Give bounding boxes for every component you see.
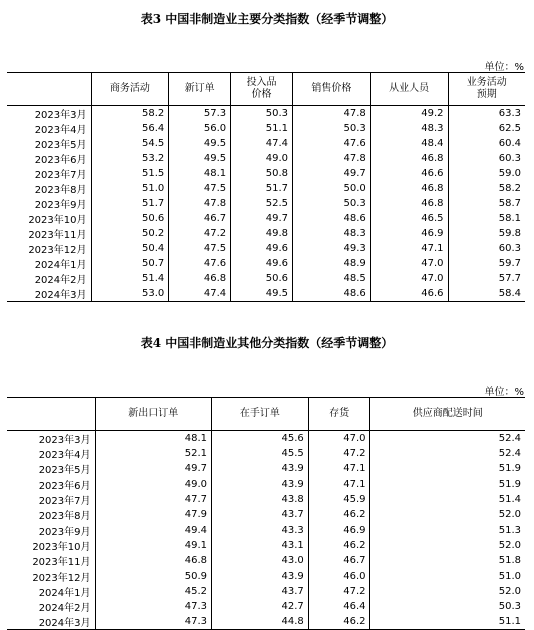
table-cell: 47.4 <box>169 286 231 302</box>
table-row <box>7 584 525 599</box>
table-cell: 49.0 <box>95 477 212 492</box>
row-label: 2023年4月 <box>38 450 91 462</box>
table-cell: 47.3 <box>95 599 212 614</box>
table-row <box>7 136 525 151</box>
table-cell: 47.1 <box>370 241 448 256</box>
table-cell: 47.8 <box>169 196 231 211</box>
table-cell: 56.0 <box>169 121 231 136</box>
table-cell: 46.0 <box>308 568 370 583</box>
table-cell: 60.3 <box>448 241 525 256</box>
table-cell: 43.9 <box>212 461 309 476</box>
table-cell: 51.9 <box>370 461 525 476</box>
row-label: 2023年3月 <box>38 435 91 446</box>
row-label: 2024年2月 <box>38 603 91 615</box>
table-cell: 51.7 <box>231 181 293 196</box>
table-row <box>7 211 525 226</box>
table-cell: 48.4 <box>370 136 448 151</box>
table-cell: 58.1 <box>448 211 525 226</box>
row-label: 2023年11月 <box>32 557 91 569</box>
table3-header-2: 新订单 <box>169 73 231 106</box>
row-label: 2023年7月 <box>34 170 87 181</box>
table3-body <box>7 106 525 302</box>
table-cell: 59.8 <box>448 226 525 241</box>
table-row <box>7 599 525 614</box>
table-cell: 48.6 <box>293 211 371 226</box>
table-cell: 47.5 <box>169 181 231 196</box>
table-cell: 46.4 <box>308 599 370 614</box>
table-cell: 49.5 <box>169 151 231 166</box>
table-cell: 49.7 <box>293 166 371 181</box>
table-cell: 46.7 <box>169 211 231 226</box>
table-cell: 50.3 <box>293 196 371 211</box>
table-cell: 46.8 <box>370 196 448 211</box>
table-cell: 48.9 <box>293 256 371 271</box>
table-cell: 47.6 <box>169 256 231 271</box>
table-cell: 47.1 <box>308 461 370 476</box>
table-cell: 47.0 <box>370 256 448 271</box>
table-cell: 51.1 <box>370 614 525 630</box>
table3 <box>7 72 525 302</box>
table-row <box>7 241 525 256</box>
row-label: 2023年8月 <box>38 511 91 523</box>
row-label: 2024年1月 <box>34 260 87 271</box>
table-cell: 47.5 <box>169 241 231 256</box>
table-cell: 53.2 <box>91 151 169 166</box>
table-row <box>7 522 525 537</box>
table-cell: 57.3 <box>169 106 231 122</box>
table-cell: 52.0 <box>370 507 525 522</box>
table4-header-4: 供应商配送时间 <box>370 398 525 431</box>
table-cell: 49.2 <box>370 106 448 122</box>
table-row <box>7 492 525 507</box>
table-row <box>7 553 525 568</box>
row-label: 2023年8月 <box>34 185 87 196</box>
table-cell: 57.7 <box>448 271 525 286</box>
table-cell: 49.5 <box>231 286 293 302</box>
table-row <box>7 477 525 492</box>
table-cell: 60.3 <box>448 151 525 166</box>
row-label: 2023年12月 <box>28 245 87 256</box>
table-cell: 46.8 <box>370 151 448 166</box>
table-row <box>7 286 525 302</box>
table-cell: 49.7 <box>231 211 293 226</box>
table-cell: 62.5 <box>448 121 525 136</box>
table3-header-3: 投入品 价格 <box>231 73 293 106</box>
table-cell: 46.8 <box>370 181 448 196</box>
table3-title: 表3 中国非制造业主要分类指数（经季节调整） <box>140 12 394 26</box>
table-cell: 49.8 <box>231 226 293 241</box>
table-cell: 43.8 <box>212 492 309 507</box>
table-cell: 51.8 <box>370 553 525 568</box>
table-cell: 49.7 <box>95 461 212 476</box>
table-cell: 45.5 <box>212 446 309 461</box>
table-cell: 50.6 <box>231 271 293 286</box>
row-label: 2023年5月 <box>38 465 91 477</box>
table4 <box>7 397 525 630</box>
table-cell: 51.4 <box>370 492 525 507</box>
table-cell: 47.2 <box>169 226 231 241</box>
row-label: 2023年6月 <box>38 480 91 492</box>
row-label: 2023年6月 <box>34 155 87 166</box>
table-cell: 47.7 <box>95 492 212 507</box>
table-cell: 45.2 <box>95 584 212 599</box>
table-cell: 47.2 <box>308 584 370 599</box>
table-row <box>7 614 525 630</box>
table-cell: 63.3 <box>448 106 525 122</box>
table-cell: 51.5 <box>91 166 169 181</box>
table-cell: 47.1 <box>308 477 370 492</box>
table-cell: 43.9 <box>212 568 309 583</box>
row-label: 2023年4月 <box>34 125 87 136</box>
table-row <box>7 196 525 211</box>
table-cell: 46.8 <box>95 553 212 568</box>
table-cell: 43.3 <box>212 522 309 537</box>
row-label: 2023年5月 <box>34 140 87 151</box>
table-cell: 47.0 <box>308 431 370 447</box>
table3-header-4: 销售价格 <box>293 73 371 106</box>
table-cell: 58.4 <box>448 286 525 302</box>
table4-header-row <box>7 398 525 431</box>
table-cell: 47.8 <box>293 151 371 166</box>
table3-header-row <box>7 73 525 106</box>
table-row <box>7 431 525 447</box>
table-cell: 49.4 <box>95 522 212 537</box>
table-cell: 43.1 <box>212 538 309 553</box>
table-cell: 59.7 <box>448 256 525 271</box>
table-cell: 52.0 <box>370 584 525 599</box>
table4-header-0 <box>7 398 95 431</box>
table4-header-2: 在手订单 <box>212 398 309 431</box>
table-row <box>7 256 525 271</box>
table-cell: 51.7 <box>91 196 169 211</box>
table-cell: 44.8 <box>212 614 309 630</box>
table-cell: 53.0 <box>91 286 169 302</box>
table-cell: 50.8 <box>231 166 293 181</box>
table-cell: 60.4 <box>448 136 525 151</box>
table-cell: 43.7 <box>212 507 309 522</box>
table-row <box>7 461 525 476</box>
table-cell: 48.1 <box>169 166 231 181</box>
table-row <box>7 166 525 181</box>
table4-header-1: 新出口订单 <box>95 398 212 431</box>
table-cell: 51.3 <box>370 522 525 537</box>
table3-header-5: 从业人员 <box>370 73 448 106</box>
table-cell: 46.6 <box>370 166 448 181</box>
table-row <box>7 446 525 461</box>
table-cell: 49.1 <box>95 538 212 553</box>
row-label: 2024年1月 <box>38 587 91 599</box>
table-cell: 52.5 <box>231 196 293 211</box>
row-label: 2023年12月 <box>32 572 91 584</box>
table3-unit: 单位：% <box>484 62 524 73</box>
table-cell: 47.4 <box>231 136 293 151</box>
table4-body <box>7 431 525 630</box>
table-cell: 50.7 <box>91 256 169 271</box>
table-row <box>7 226 525 241</box>
row-label: 2023年10月 <box>28 215 87 226</box>
table-cell: 50.6 <box>91 211 169 226</box>
table-cell: 51.4 <box>91 271 169 286</box>
table-cell: 50.4 <box>91 241 169 256</box>
table-cell: 43.9 <box>212 477 309 492</box>
table-row <box>7 568 525 583</box>
table-row <box>7 106 525 122</box>
table-cell: 49.6 <box>231 241 293 256</box>
table-cell: 58.2 <box>91 106 169 122</box>
table3-header-0 <box>7 73 91 106</box>
row-label: 2023年9月 <box>34 200 87 211</box>
table-cell: 51.0 <box>370 568 525 583</box>
table-cell: 52.1 <box>95 446 212 461</box>
table4-header-3: 存货 <box>308 398 370 431</box>
table-row <box>7 181 525 196</box>
table-cell: 47.2 <box>308 446 370 461</box>
table-cell: 46.9 <box>308 522 370 537</box>
table-cell: 48.3 <box>293 226 371 241</box>
table-cell: 50.3 <box>370 599 525 614</box>
table-cell: 58.2 <box>448 181 525 196</box>
table4-title: 表4 中国非制造业其他分类指数（经季节调整） <box>140 336 394 350</box>
table-cell: 50.3 <box>231 106 293 122</box>
table-cell: 49.0 <box>231 151 293 166</box>
table-cell: 50.9 <box>95 568 212 583</box>
table-cell: 52.4 <box>370 446 525 461</box>
table-row <box>7 151 525 166</box>
table-cell: 51.0 <box>91 181 169 196</box>
table-cell: 46.2 <box>308 538 370 553</box>
row-label: 2023年7月 <box>38 496 91 508</box>
table-cell: 46.2 <box>308 507 370 522</box>
table3-header-1: 商务活动 <box>91 73 169 106</box>
table-cell: 52.0 <box>370 538 525 553</box>
table-cell: 48.1 <box>95 431 212 447</box>
row-label: 2023年11月 <box>28 230 87 241</box>
table-cell: 43.7 <box>212 584 309 599</box>
table-cell: 51.9 <box>370 477 525 492</box>
table-cell: 48.3 <box>370 121 448 136</box>
table-cell: 51.1 <box>231 121 293 136</box>
table-cell: 52.4 <box>370 431 525 447</box>
row-label: 2024年2月 <box>34 275 87 286</box>
table-cell: 46.9 <box>370 226 448 241</box>
table-cell: 46.7 <box>308 553 370 568</box>
table-cell: 47.3 <box>95 614 212 630</box>
table-cell: 46.8 <box>169 271 231 286</box>
table4-unit: 单位：% <box>484 387 524 398</box>
row-label: 2024年3月 <box>38 618 91 630</box>
table-cell: 48.5 <box>293 271 371 286</box>
table-cell: 47.6 <box>293 136 371 151</box>
table3-header-6: 业务活动 预期 <box>448 73 525 106</box>
row-label: 2024年3月 <box>34 290 87 301</box>
row-label: 2023年3月 <box>34 110 87 121</box>
table-cell: 50.3 <box>293 121 371 136</box>
table-cell: 56.4 <box>91 121 169 136</box>
table-row <box>7 507 525 522</box>
table-cell: 49.5 <box>169 136 231 151</box>
table-cell: 43.0 <box>212 553 309 568</box>
table-cell: 47.8 <box>293 106 371 122</box>
table-cell: 59.0 <box>448 166 525 181</box>
table-cell: 45.9 <box>308 492 370 507</box>
table-cell: 46.6 <box>370 286 448 302</box>
table-cell: 46.2 <box>308 614 370 630</box>
table-cell: 46.5 <box>370 211 448 226</box>
table-cell: 58.7 <box>448 196 525 211</box>
table-cell: 47.9 <box>95 507 212 522</box>
table-cell: 48.6 <box>293 286 371 302</box>
table-row <box>7 271 525 286</box>
row-label: 2023年10月 <box>32 541 91 553</box>
table-cell: 42.7 <box>212 599 309 614</box>
table-cell: 47.0 <box>370 271 448 286</box>
table-cell: 50.2 <box>91 226 169 241</box>
table-cell: 49.6 <box>231 256 293 271</box>
table-cell: 54.5 <box>91 136 169 151</box>
table-cell: 50.0 <box>293 181 371 196</box>
table-cell: 45.6 <box>212 431 309 447</box>
table-row <box>7 538 525 553</box>
table-row <box>7 121 525 136</box>
table-cell: 49.3 <box>293 241 371 256</box>
row-label: 2023年9月 <box>38 526 91 538</box>
